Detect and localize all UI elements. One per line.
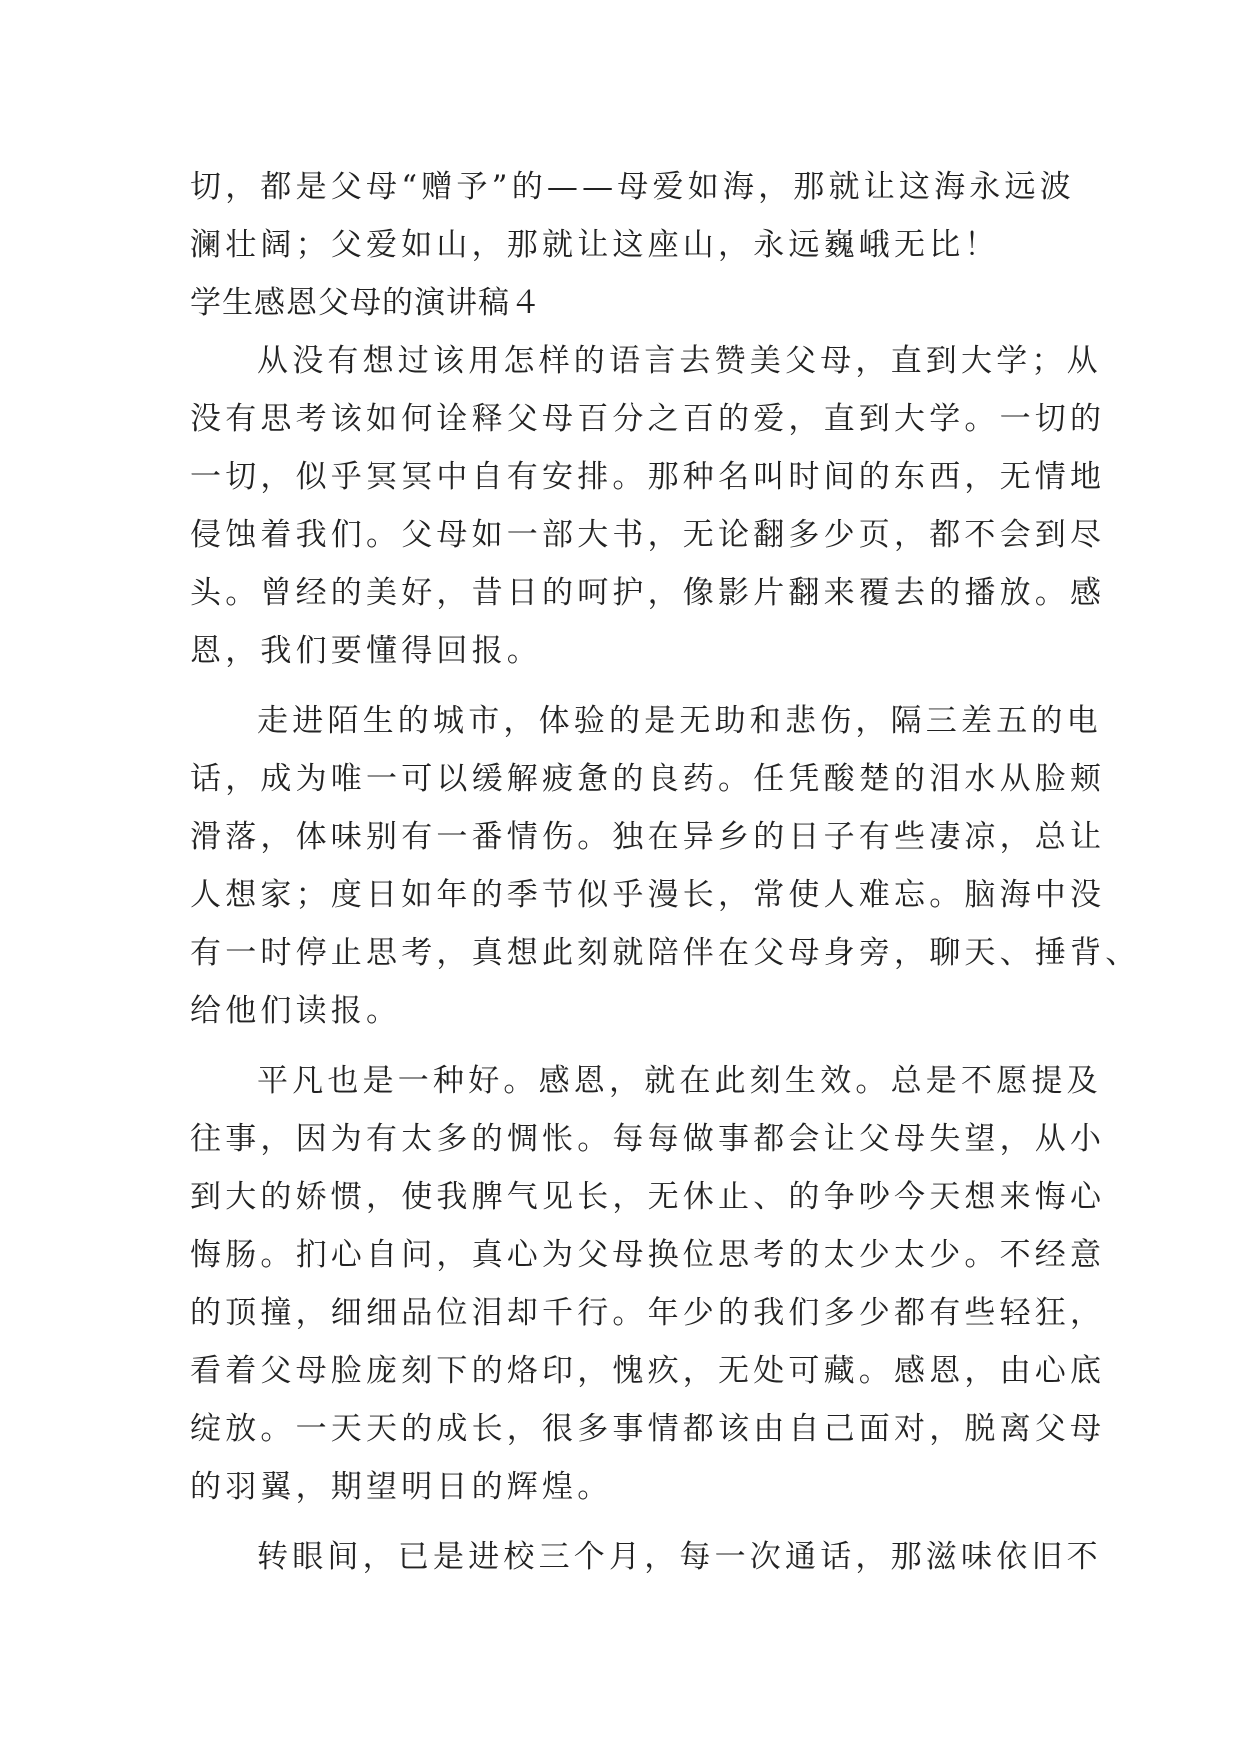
paragraph-line: 有一时停止思考，真想此刻就陪伴在父母身旁，聊天、捶背、 bbox=[190, 935, 1141, 971]
paragraph-line: 话，成为唯一可以缓解疲惫的良药。任凭酸楚的泪水从脸颊 bbox=[190, 761, 1106, 797]
paragraph-line: 滑落，体味别有一番情伤。独在异乡的日子有些凄凉，总让 bbox=[190, 819, 1106, 855]
paragraph-line: 到大的娇惯，使我脾气见长，无休止、的争吵今天想来悔心 bbox=[190, 1179, 1106, 1215]
paragraph-line: 一切，似乎冥冥中自有安排。那种名叫时间的东西，无情地 bbox=[190, 459, 1106, 495]
paragraph-line: 给他们读报。 bbox=[190, 993, 402, 1029]
paragraph-line: 转眼间，已是进校三个月，每一次通话，那滋味依旧不 bbox=[257, 1539, 1102, 1575]
paragraph-line: 恩，我们要懂得回报。 bbox=[190, 633, 542, 669]
paragraph bbox=[190, 332, 1106, 680]
intro-line: 澜壮阔；父爱如山，那就让这座山，永远巍峨无比！ bbox=[190, 227, 1000, 263]
paragraph-line: 侵蚀着我们。父母如一部大书，无论翻多少页，都不会到尽 bbox=[190, 517, 1106, 553]
paragraph-line: 平凡也是一种好。感恩，就在此刻生效。总是不愿提及 bbox=[257, 1063, 1102, 1099]
paragraph-line: 的羽翼，期望明日的辉煌。 bbox=[190, 1469, 613, 1505]
paragraph-line: 人想家；度日如年的季节似乎漫长，常使人难忘。脑海中没 bbox=[190, 877, 1106, 913]
document-page bbox=[190, 158, 1141, 1586]
paragraph-line: 悔肠。扪心自问，真心为父母换位思考的太少太少。不经意 bbox=[190, 1237, 1106, 1273]
paragraph bbox=[190, 1528, 1102, 1586]
paragraph-line: 往事，因为有太多的惆怅。每每做事都会让父母失望，从小 bbox=[190, 1121, 1106, 1157]
paragraph-line: 没有思考该如何诠释父母百分之百的爱，直到大学。一切的 bbox=[190, 401, 1106, 437]
paragraph-line: 看着父母脸庞刻下的烙印，愧疚，无处可藏。感恩，由心底 bbox=[190, 1353, 1106, 1389]
section-title: 学生感恩父母的演讲稿４ bbox=[190, 285, 542, 321]
paragraph-line: 头。曾经的美好，昔日的呵护，像影片翻来覆去的播放。感 bbox=[190, 575, 1106, 611]
paragraph-line: 走进陌生的城市，体验的是无助和悲伤，隔三差五的电 bbox=[257, 703, 1102, 739]
paragraph-line: 从没有想过该用怎样的语言去赞美父母，直到大学；从 bbox=[257, 343, 1102, 379]
intro-line: 切，都是父母“赠予”的——母爱如海，那就让这海永远波 bbox=[190, 169, 1075, 205]
paragraph bbox=[190, 1052, 1106, 1516]
paragraph bbox=[190, 692, 1141, 1040]
paragraph-line: 的顶撞，细细品位泪却千行。年少的我们多少都有些轻狂， bbox=[190, 1295, 1106, 1331]
paragraph-line: 绽放。一天天的成长，很多事情都该由自己面对，脱离父母 bbox=[190, 1411, 1106, 1447]
